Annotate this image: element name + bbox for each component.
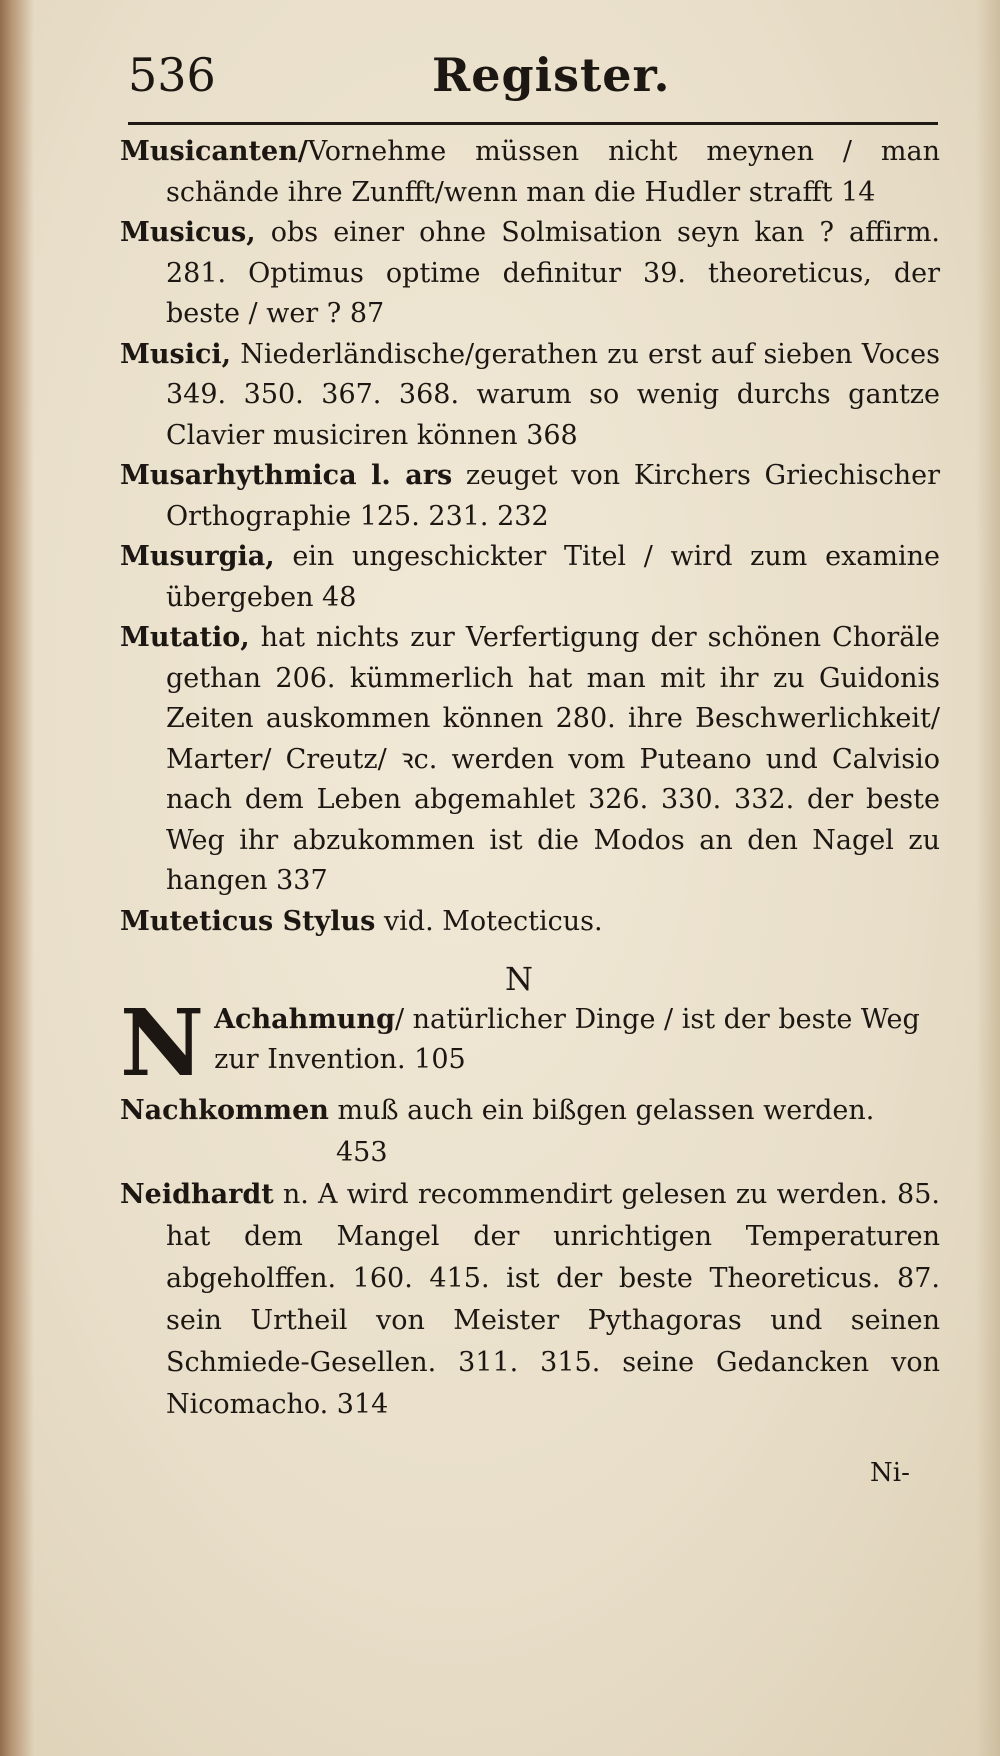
register-entry [120,456,940,537]
register-entries-m [120,132,940,942]
entry-text: n. A wird recommendirt gelesen zu werden. 85. hat dem Mangel der unrichtigen Temperaturen abgeholffen. 160. 415. ist der beste Theoreticus. 87. sein Urtheil von Meister Pythagoras und seinen Schmiede-Gesellen. 311. 315. seine Gedancken von Nicomacho. 314 [166,1179,940,1420]
edge-shadow [976,0,1000,1756]
entry-text: vid. Motecticus. [383,905,603,937]
entry-headword: Muteticus Stylus [120,905,376,937]
entry-headword: Musici, [120,338,232,370]
section-letter: N [505,960,533,998]
entry-headword: Musarhythmica l. ars [120,460,453,491]
entry-text: zeuget von Kirchers Griechischer Orthographie 125. 231. 232 [166,460,940,532]
register-entry [120,132,940,213]
register-entry [120,1090,940,1174]
entry-headword: Musurgia, [120,541,275,572]
entry-headword: Musicanten/ [120,136,308,167]
binding-shadow [0,0,34,1756]
register-entry [120,618,940,902]
page-number: 536 [128,48,216,102]
page-header [128,40,938,110]
entry-headword: Mutatio, [120,622,250,653]
entry-text: Niederländische/gerathen zu erst auf sieben Voces 349. 350. 367. 368. warum so wenig durchs gantze Clavier musiciren können 368 [166,338,940,451]
header-rule [128,122,938,125]
entry-headword: Nachkommen [120,1095,329,1126]
entry-text: / natürlicher Dinge / ist der beste Weg zur Invention. 105 [214,1004,920,1075]
entry-text: obs einer ohne Solmisation seyn kan ? affirm. 281. Optimus optime definitur 39. theoreticus, der beste / wer ? 87 [166,217,940,329]
entry-text: hat nichts zur Verfertigung der schönen Choräle gethan 206. kümmerlich hat man mit ihr zu Guidonis Zeiten auskommen können 280. ihre Beschwerlichkeit/ Marter/ Creutz/ ꝛc. werden vom Puteano und Calvisio nach dem Leben abgemahlet 326. 330. 332. der beste Weg ihr abzukommen ist die Modos an den Nagel zu hangen 337 [166,622,940,896]
entry-text: muß auch ein bißgen gelassen werden. [337,1095,875,1126]
entry-headword: Neidhardt [120,1179,274,1210]
register-entry [120,1174,940,1426]
register-entry [120,902,940,943]
entry-headword: Achahmung [214,1004,395,1035]
running-head: Register. [432,48,671,102]
entry-text: Vornehme müssen nicht meynen / man schände ihre Zunfft/wenn man die Hudler strafft 14 [166,136,940,208]
register-entry [120,537,940,618]
catchword: Ni- [870,1458,910,1488]
register-entry [120,335,940,457]
register-entry-nachahmung [120,989,940,1097]
entry-page-ref: 453 [336,1137,388,1168]
register-entry [120,213,940,335]
entry-headword: Musicus, [120,217,256,248]
drop-cap: N [120,989,205,1097]
entry-text: ein ungeschickter Titel / wird zum examine übergeben 48 [166,541,940,613]
register-entries-n [120,1090,940,1426]
